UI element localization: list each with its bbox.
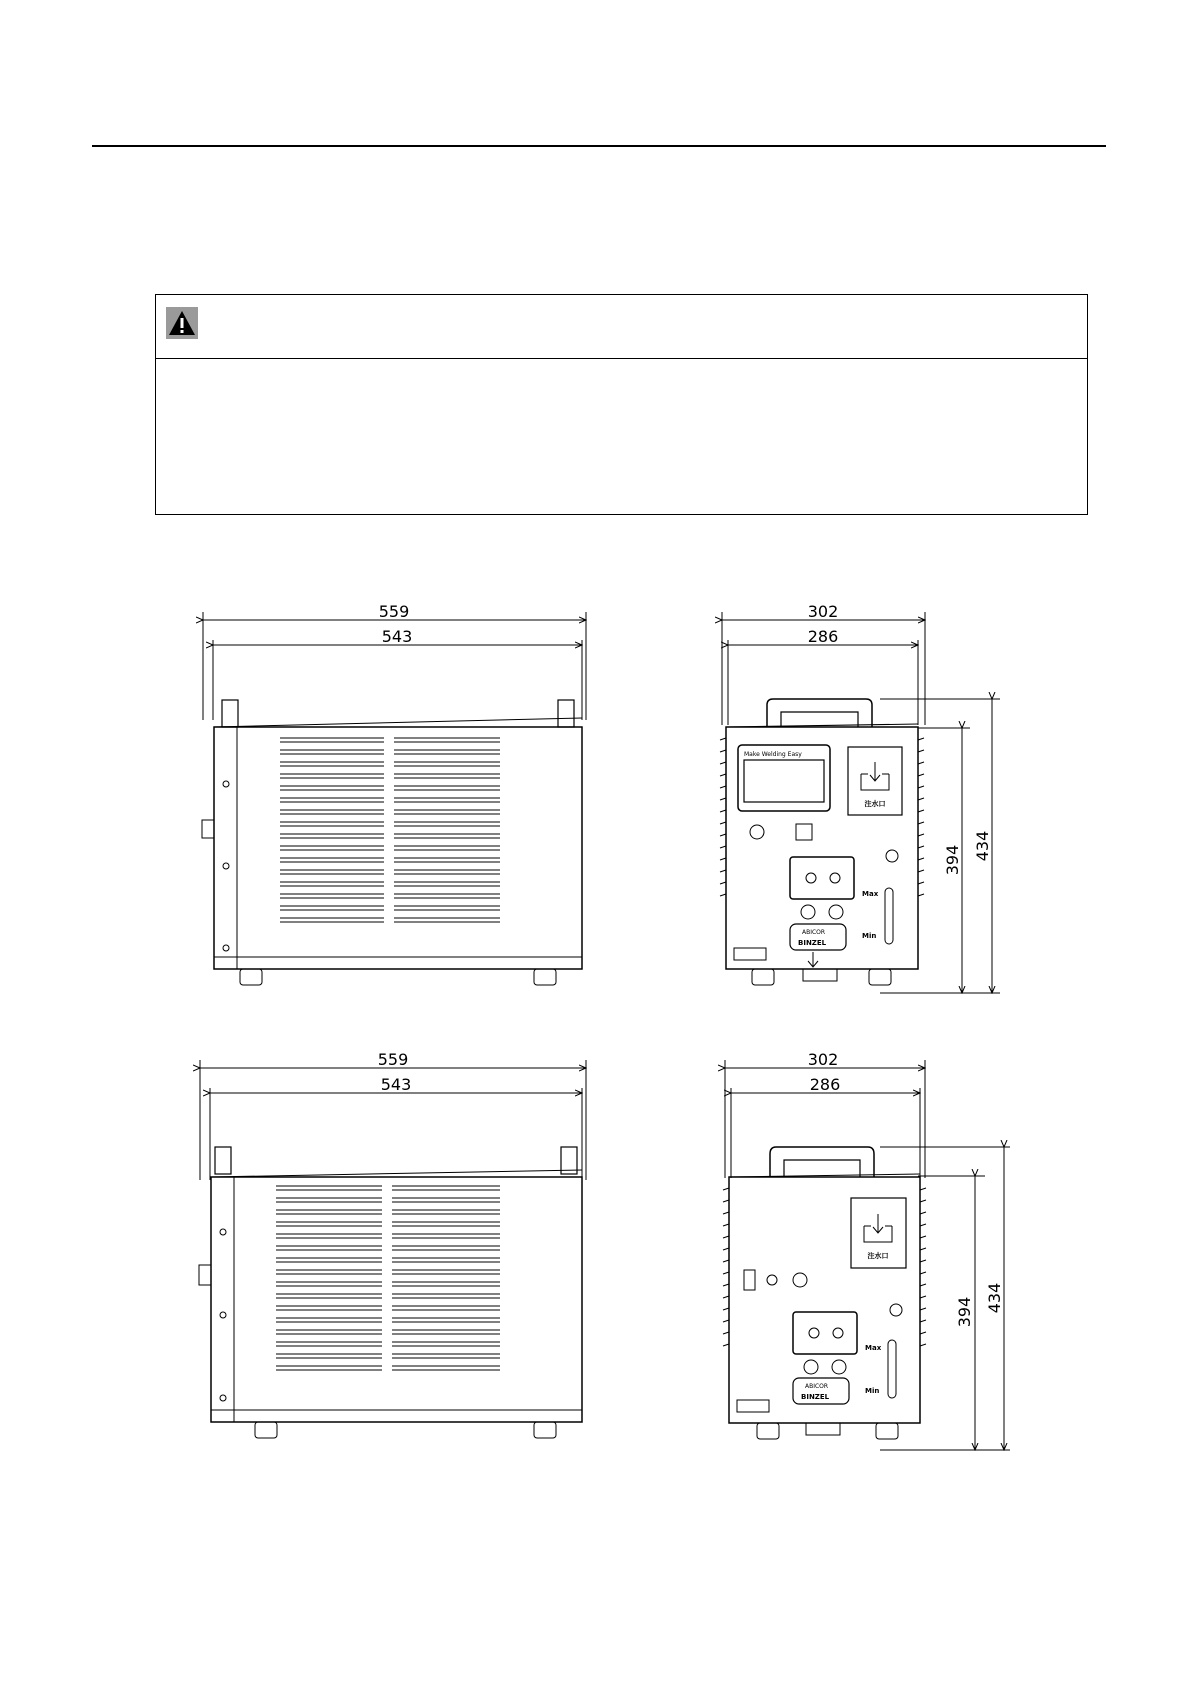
side-view-bottom [199, 1050, 586, 1438]
warning-label-icon [737, 1400, 769, 1412]
side-grille-left [280, 738, 384, 922]
dim-height-outer: 434 [985, 1282, 1004, 1314]
dim-width-inner: 543 [380, 1075, 412, 1094]
outlet-coupling-icon [801, 905, 815, 919]
water-inlet-label: 注水口 [867, 1252, 889, 1260]
front-view-bottom [723, 1050, 1010, 1450]
display-header: Make Welding Easy [744, 751, 802, 758]
warning-label-icon [734, 948, 766, 960]
dim-width-outer: 559 [377, 1050, 409, 1069]
fill-cap-icon [886, 850, 898, 862]
return-coupling-icon [829, 905, 843, 919]
brand-name: BINZEL [801, 1393, 830, 1401]
display-screen [744, 760, 824, 802]
level-gauge [885, 888, 893, 944]
dim-height-inner: 394 [955, 1296, 974, 1328]
level-max-label: Max [862, 890, 879, 898]
indicator-light-icon [767, 1275, 777, 1285]
coupling-block [793, 1312, 857, 1354]
dim-width-outer: 302 [807, 1050, 839, 1069]
level-gauge [888, 1340, 896, 1398]
dim-width-outer: 302 [807, 602, 839, 621]
return-coupling-icon [832, 1360, 846, 1374]
level-min-label: Min [865, 1387, 880, 1395]
side-view-top [202, 602, 586, 985]
dim-height-outer: 434 [973, 830, 992, 862]
connector-socket-icon [796, 824, 812, 840]
dim-height-inner: 394 [943, 844, 962, 876]
brand-top: ABICOR [805, 1383, 829, 1390]
side-grille-right [394, 738, 500, 922]
water-inlet-label: 注水口 [864, 800, 886, 808]
level-min-label: Min [862, 932, 877, 940]
power-icon [750, 825, 764, 839]
dim-width-outer: 559 [378, 602, 410, 621]
front-view-top [720, 602, 1000, 993]
level-max-label: Max [865, 1344, 882, 1352]
connector-socket-icon [793, 1273, 807, 1287]
dim-width-inner: 286 [807, 627, 839, 646]
brand-top: ABICOR [802, 929, 826, 936]
coupling-block [790, 857, 854, 899]
fill-cap-icon [890, 1304, 902, 1316]
outlet-coupling-icon [804, 1360, 818, 1374]
dim-width-inner: 286 [809, 1075, 841, 1094]
power-switch-icon [744, 1270, 755, 1290]
brand-name: BINZEL [798, 939, 827, 947]
dim-width-inner: 543 [381, 627, 413, 646]
